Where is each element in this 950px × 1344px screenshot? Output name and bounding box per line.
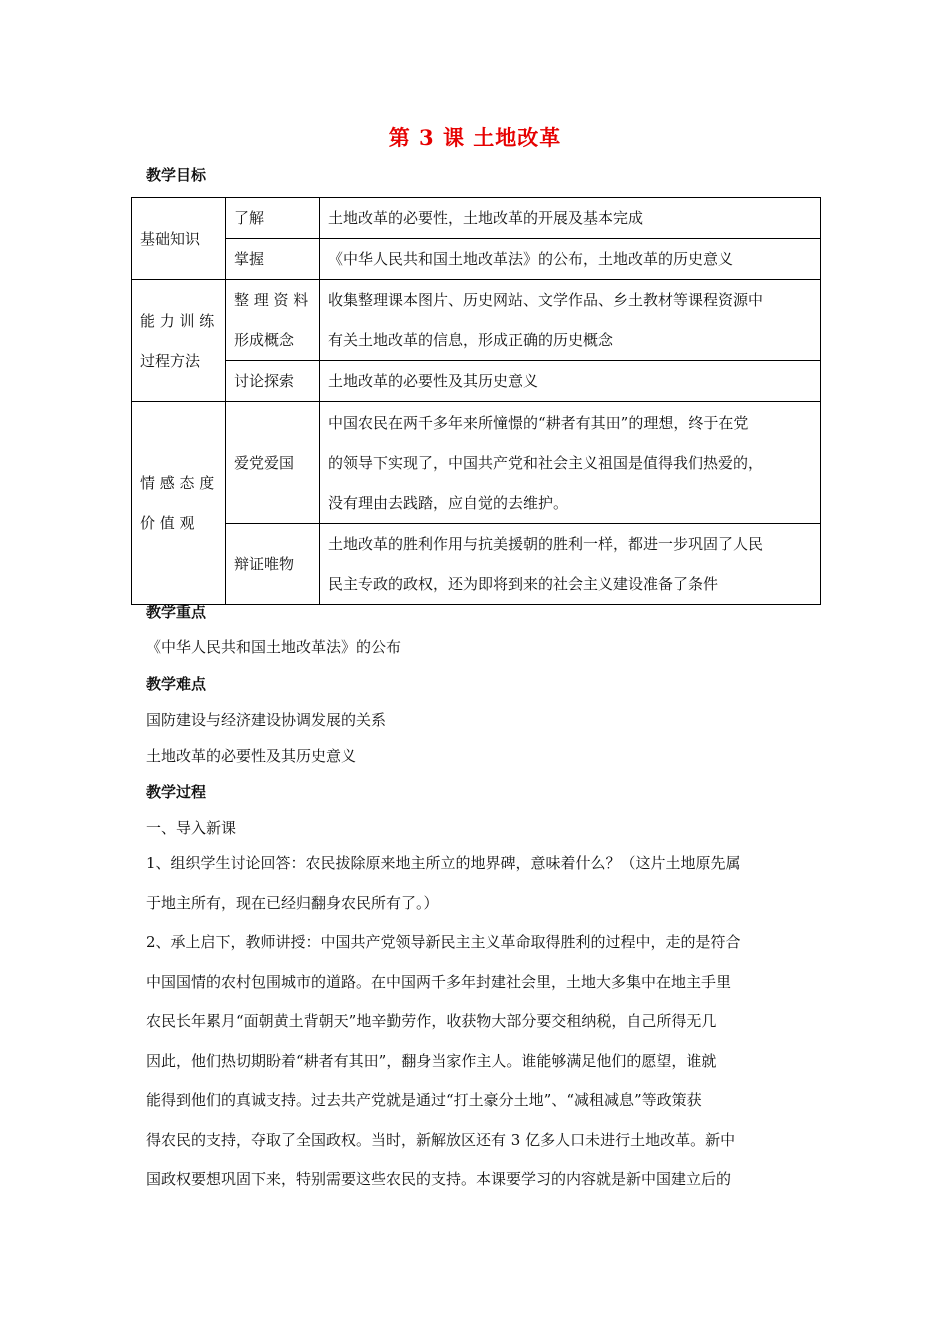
process-line: 中国国情的农村包围城市的道路。在中国两千多年封建社会里，土地大多集中在地主手里 bbox=[146, 973, 732, 991]
process-line: 1、组织学生讨论回答：农民拔除原来地主所立的地界碑，意味着什么？（这片土地原先属 bbox=[146, 854, 741, 872]
table-cell bbox=[320, 280, 821, 361]
sub-label-line: 形成概念 bbox=[234, 331, 295, 349]
teaching-goals-table bbox=[131, 197, 821, 605]
table-row bbox=[132, 524, 821, 605]
sub-label: 辩证唯物 bbox=[226, 524, 320, 605]
lesson-title: 第 3 课 土地改革 bbox=[388, 125, 562, 150]
sub-label: 爱党爱国 bbox=[226, 402, 320, 524]
difficulty-heading: 教学难点 bbox=[146, 675, 207, 693]
process-heading: 教学过程 bbox=[146, 783, 207, 801]
sub-label bbox=[226, 280, 320, 361]
process-line: 农民长年累月“面朝黄土背朝天”地辛勤劳作，收获物大部分要交租纳税，自己所得无几 bbox=[146, 1012, 717, 1030]
cell-line: 民主专政的政权，还为即将到来的社会主义建设准备了条件 bbox=[328, 575, 719, 593]
group-label-line: 过程方法 bbox=[140, 351, 201, 370]
sub-label: 掌握 bbox=[226, 239, 320, 280]
cell-line: 中国农民在两千多年来所憧憬的“耕者有其田”的理想，终于在党 bbox=[328, 413, 749, 432]
sub-label: 讨论探索 bbox=[226, 361, 320, 402]
process-line: 2、承上启下，教师讲授：中国共产党领导新民主主义革命取得胜利的过程中，走的是符合 bbox=[146, 933, 741, 951]
sub-label: 了解 bbox=[226, 198, 320, 239]
process-line: 国政权要想巩固下来，特别需要这些农民的支持。本课要学习的内容就是新中国建立后的 bbox=[146, 1170, 732, 1188]
group-label-line: 能 力 训 练 bbox=[140, 311, 215, 330]
group-label-basic-knowledge: 基础知识 bbox=[132, 198, 226, 280]
key-point-heading: 教学重点 bbox=[146, 603, 207, 621]
cell-line: 有关土地改革的信息，形成正确的历史概念 bbox=[328, 331, 614, 349]
cell-line: 没有理由去践踏，应自觉的去维护。 bbox=[328, 493, 569, 512]
table-row bbox=[132, 361, 821, 402]
process-line: 因此，他们热切期盼着“耕者有其田”，翻身当家作主人。谁能够满足他们的愿望，谁就 bbox=[146, 1052, 717, 1070]
group-label-line: 情 感 态 度 bbox=[140, 474, 215, 492]
group-label-emotion bbox=[132, 402, 226, 605]
table-cell bbox=[320, 524, 821, 605]
key-point-text: 《中华人民共和国土地改革法》的公布 bbox=[146, 638, 402, 656]
table-cell bbox=[320, 402, 821, 524]
process-line: 于地主所有，现在已经归翻身农民所有了。） bbox=[146, 894, 439, 912]
group-label-line: 价 值 观 bbox=[140, 514, 195, 532]
process-line: 能得到他们的真诚支持。过去共产党就是通过“打土豪分土地”、“减租减息”等政策获 bbox=[146, 1091, 702, 1109]
difficulty-item: 国防建设与经济建设协调发展的关系 bbox=[146, 711, 387, 729]
cell-line: 土地改革的胜利作用与抗美援朝的胜利一样，都进一步巩固了人民 bbox=[328, 535, 764, 553]
cell-line: 收集整理课本图片、历史网站、文学作品、乡土教材等课程资源中 bbox=[328, 291, 764, 309]
process-line: 得农民的支持，夺取了全国政权。当时，新解放区还有 3 亿多人口未进行土地改革。新中 bbox=[146, 1131, 736, 1149]
table-row bbox=[132, 198, 821, 239]
table-cell: 《中华人民共和国土地改革法》的公布，土地改革的历史意义 bbox=[320, 239, 821, 280]
goals-heading: 教学目标 bbox=[146, 166, 207, 184]
table-cell: 土地改革的必要性及其历史意义 bbox=[320, 361, 821, 402]
sub-label-line: 整 理 资 料 bbox=[234, 291, 309, 309]
table-row bbox=[132, 280, 821, 361]
table-cell: 土地改革的必要性，土地改革的开展及基本完成 bbox=[320, 198, 821, 239]
process-intro: 一、导入新课 bbox=[146, 819, 237, 837]
cell-line: 的领导下实现了，中国共产党和社会主义祖国是值得我们热爱的， bbox=[328, 453, 764, 472]
group-label-ability bbox=[132, 280, 226, 402]
table-row bbox=[132, 402, 821, 524]
difficulty-item: 土地改革的必要性及其历史意义 bbox=[146, 747, 357, 765]
table-row bbox=[132, 239, 821, 280]
